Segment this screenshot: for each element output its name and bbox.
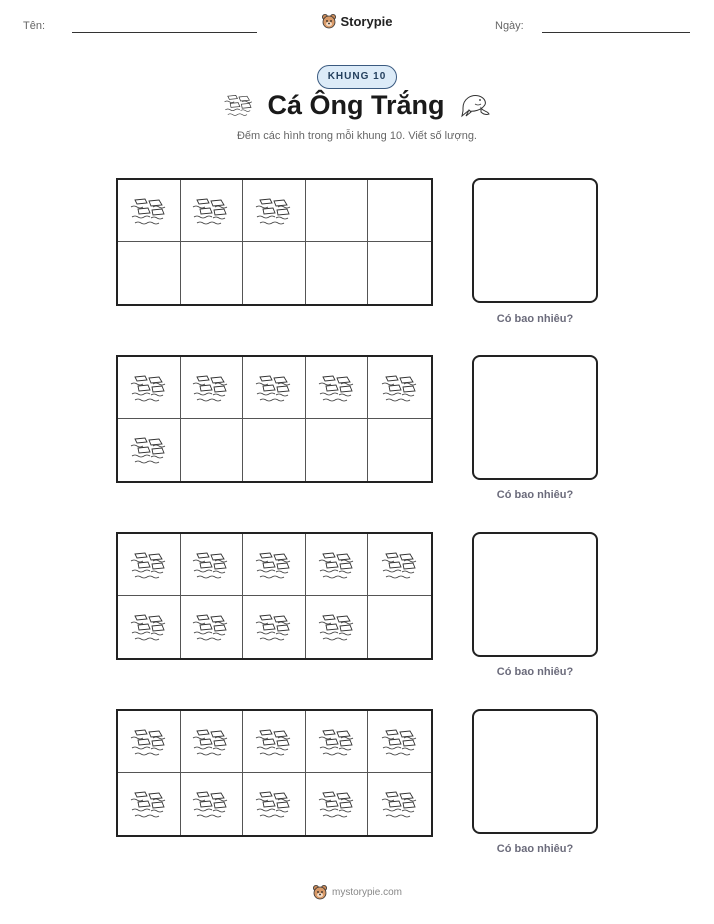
- ice-floes-icon: [129, 727, 169, 757]
- question-label: Có bao nhiêu?: [496, 313, 574, 325]
- frame-cell: [181, 242, 244, 304]
- frame-cell: [118, 534, 181, 596]
- frame-cell: [118, 357, 181, 419]
- footer-url: mystorypie.com: [331, 886, 402, 898]
- ten-frame: [116, 355, 433, 483]
- ice-floes-icon: [223, 93, 255, 117]
- frame-cell: [306, 242, 369, 304]
- ice-floes-icon: [129, 373, 169, 403]
- ice-floes-icon: [191, 612, 231, 642]
- frame-cell: [243, 242, 306, 304]
- frame-cell: [243, 180, 306, 242]
- frame-cell: [306, 357, 369, 419]
- frame-cell: [181, 180, 244, 242]
- frame-cell: [368, 773, 431, 835]
- ten-frame: [116, 178, 433, 306]
- answer-box[interactable]: [472, 178, 598, 303]
- frame-cell: [368, 180, 431, 242]
- page-title: Cá Ông Trắng: [267, 89, 445, 120]
- ice-floes-icon: [317, 727, 357, 757]
- name-label: Tên:: [23, 20, 46, 32]
- frame-cell: [181, 711, 244, 773]
- frame-cell: [118, 419, 181, 481]
- question-label: Có bao nhiêu?: [496, 489, 574, 501]
- ice-floes-icon: [254, 550, 294, 580]
- frame-cell: [306, 180, 369, 242]
- bear-mascot-icon: [321, 13, 337, 29]
- frame-cell: [368, 596, 431, 658]
- brand-logo: [0, 13, 714, 34]
- frame-cell: [368, 534, 431, 596]
- ice-floes-icon: [380, 727, 420, 757]
- ice-floes-icon: [191, 196, 231, 226]
- frame-cell: [181, 357, 244, 419]
- ice-floes-icon: [191, 727, 231, 757]
- frame-cell: [243, 534, 306, 596]
- ice-floes-icon: [254, 196, 294, 226]
- frame-cell: [306, 534, 369, 596]
- bear-mascot-icon: [312, 884, 328, 900]
- frame-cell: [306, 596, 369, 658]
- ice-floes-icon: [380, 550, 420, 580]
- ice-floes-icon: [317, 612, 357, 642]
- answer-box[interactable]: [472, 355, 598, 480]
- ice-floes-icon: [129, 550, 169, 580]
- ice-floes-icon: [129, 435, 169, 465]
- frame-cell: [118, 773, 181, 835]
- ice-floes-icon: [254, 373, 294, 403]
- frame-cell: [118, 711, 181, 773]
- frame-cell: [243, 419, 306, 481]
- ice-floes-icon: [317, 550, 357, 580]
- footer: [0, 884, 714, 905]
- ice-floes-icon: [254, 727, 294, 757]
- date-label: Ngày:: [495, 20, 524, 32]
- ice-floes-icon: [317, 373, 357, 403]
- frame-cell: [306, 711, 369, 773]
- frame-cell: [368, 242, 431, 304]
- frame-cell: [181, 534, 244, 596]
- frame-cell: [118, 596, 181, 658]
- ice-floes-icon: [254, 789, 294, 819]
- question-label: Có bao nhiêu?: [496, 843, 574, 855]
- frame-cell: [181, 419, 244, 481]
- ice-floes-icon: [317, 789, 357, 819]
- frame-cell: [243, 773, 306, 835]
- ten-frame: [116, 532, 433, 660]
- question-label: Có bao nhiêu?: [496, 666, 574, 678]
- frame-cell: [243, 596, 306, 658]
- section-badge: KHUNG 10: [317, 65, 398, 89]
- frame-cell: [368, 711, 431, 773]
- instructions: Đếm các hình trong mỗi khung 10. Viết số lượng.: [236, 130, 477, 142]
- ice-floes-icon: [191, 373, 231, 403]
- ten-frame: [116, 709, 433, 837]
- ice-floes-icon: [380, 373, 420, 403]
- ice-floes-icon: [191, 550, 231, 580]
- ice-floes-icon: [129, 789, 169, 819]
- frame-cell: [306, 773, 369, 835]
- frame-cell: [118, 242, 181, 304]
- frame-cell: [243, 711, 306, 773]
- frame-cell: [243, 357, 306, 419]
- frame-cell: [181, 773, 244, 835]
- ice-floes-icon: [380, 789, 420, 819]
- answer-box[interactable]: [472, 709, 598, 834]
- answer-box[interactable]: [472, 532, 598, 657]
- brand-name: Storypie: [340, 13, 393, 29]
- frame-cell: [181, 596, 244, 658]
- ice-floes-icon: [129, 612, 169, 642]
- frame-cell: [306, 419, 369, 481]
- frame-cell: [368, 357, 431, 419]
- ice-floes-icon: [254, 612, 294, 642]
- frame-cell: [118, 180, 181, 242]
- frame-cell: [368, 419, 431, 481]
- beluga-whale-icon: [457, 88, 491, 122]
- ice-floes-icon: [129, 196, 169, 226]
- ice-floes-icon: [191, 789, 231, 819]
